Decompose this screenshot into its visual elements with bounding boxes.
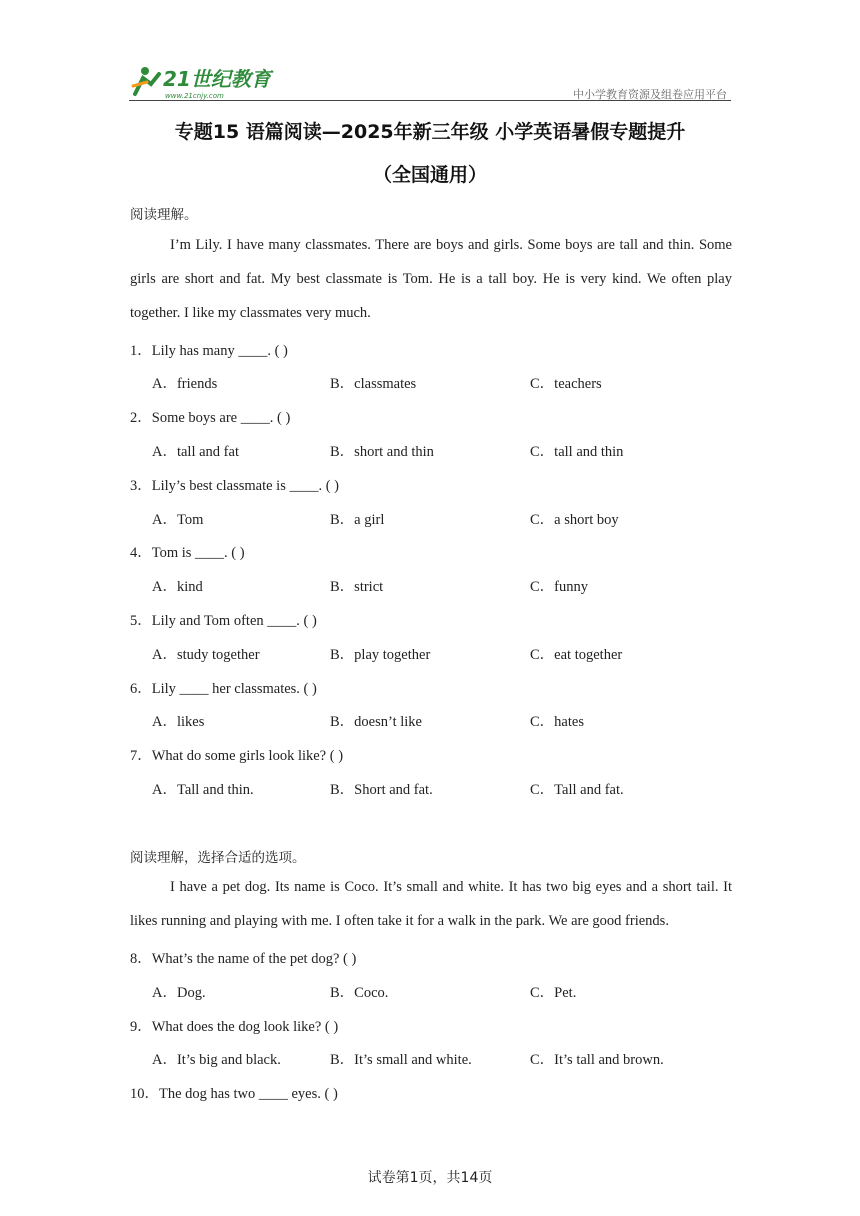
q4-option-b[interactable]: B．strict — [330, 579, 384, 595]
question-10: 10．The dog has two ____ eyes. ( ) — [130, 1086, 338, 1102]
q6-option-b[interactable]: B．doesn’t like — [330, 714, 422, 730]
q9-option-a[interactable]: A．It’s big and black. — [152, 1052, 281, 1068]
q4-option-c[interactable]: C．funny — [530, 579, 588, 595]
page-header — [129, 62, 731, 102]
page-subtitle: （全国通用） — [372, 164, 487, 186]
q1-option-b[interactable]: B．classmates — [330, 376, 417, 392]
question-4: 4．Tom is ____. ( ) — [130, 545, 245, 561]
q8-option-b[interactable]: B．Coco. — [330, 985, 389, 1001]
question-6: 6．Lily ____ her classmates. ( ) — [130, 681, 317, 697]
q7-option-c[interactable]: C．Tall and fat. — [530, 782, 624, 798]
question-5: 5．Lily and Tom often ____. ( ) — [130, 613, 317, 629]
question-3: 3．Lily’s best classmate is ____. ( ) — [130, 478, 340, 494]
question-9: 9．What does the dog look like? ( ) — [130, 1019, 339, 1035]
q8-option-a[interactable]: A．Dog. — [152, 985, 206, 1001]
platform-label: 中小学教育资源及组卷应用平台 — [573, 88, 727, 101]
q1-option-a[interactable]: A．friends — [152, 376, 218, 392]
q4-option-a[interactable]: A．kind — [152, 579, 203, 595]
q6-option-c[interactable]: C．hates — [530, 714, 584, 730]
q5-option-a[interactable]: A．study together — [152, 647, 260, 663]
section2-passage: I have a pet dog. Its name is Coco. It’s small and white. It has two big eyes and a short tail. It likes running and playing with me. I often take it for a walk in the park. We are good friends. — [130, 879, 732, 929]
q2-option-c[interactable]: C．tall and thin — [530, 444, 624, 460]
q3-option-a[interactable]: A．Tom — [152, 512, 204, 528]
svg-text:www.21cnjy.com: www.21cnjy.com — [165, 92, 224, 100]
question-8: 8．What’s the name of the pet dog? ( ) — [130, 951, 357, 967]
q3-option-c[interactable]: C．a short boy — [530, 512, 619, 528]
q6-option-a[interactable]: A．likes — [152, 714, 205, 730]
section1-passage: I’m Lily. I have many classmates. There are boys and girls. Some boys are tall and thin. Some girls are short and fat. My best classmate is Tom. He is a tall boy. He is very kind. We often play together. I like my classmates very much. — [130, 237, 732, 321]
q7-option-b[interactable]: B．Short and fat. — [330, 782, 433, 798]
page-title: 专题15 语篇阅读—2025年新三年级 小学英语暑假专题提升 — [174, 121, 686, 143]
q8-option-c[interactable]: C．Pet. — [530, 985, 577, 1001]
question-1: 1．Lily has many ____. ( ) — [130, 343, 288, 359]
section1-instruction: 阅读理解。 — [130, 207, 198, 223]
question-2: 2．Some boys are ____. ( ) — [130, 410, 291, 426]
q3-option-b[interactable]: B．a girl — [330, 512, 385, 528]
q2-option-b[interactable]: B．short and thin — [330, 444, 434, 460]
q1-option-c[interactable]: C．teachers — [530, 376, 602, 392]
svg-text:21世纪教育: 21世纪教育 — [163, 67, 271, 91]
q5-option-c[interactable]: C．eat together — [530, 647, 623, 663]
header-divider — [129, 100, 731, 101]
section2-instruction: 阅读理解，选择合适的选项。 — [130, 850, 306, 866]
q9-option-b[interactable]: B．It’s small and white. — [330, 1052, 472, 1068]
q5-option-b[interactable]: B．play together — [330, 647, 431, 663]
page-footer: 试卷第1页，共14页 — [367, 1170, 493, 1186]
question-7: 7．What do some girls look like? ( ) — [130, 748, 344, 764]
q9-option-c[interactable]: C．It’s tall and brown. — [530, 1052, 664, 1068]
q2-option-a[interactable]: A．tall and fat — [152, 444, 239, 460]
q7-option-a[interactable]: A．Tall and thin. — [152, 782, 254, 798]
site-logo — [129, 62, 274, 102]
